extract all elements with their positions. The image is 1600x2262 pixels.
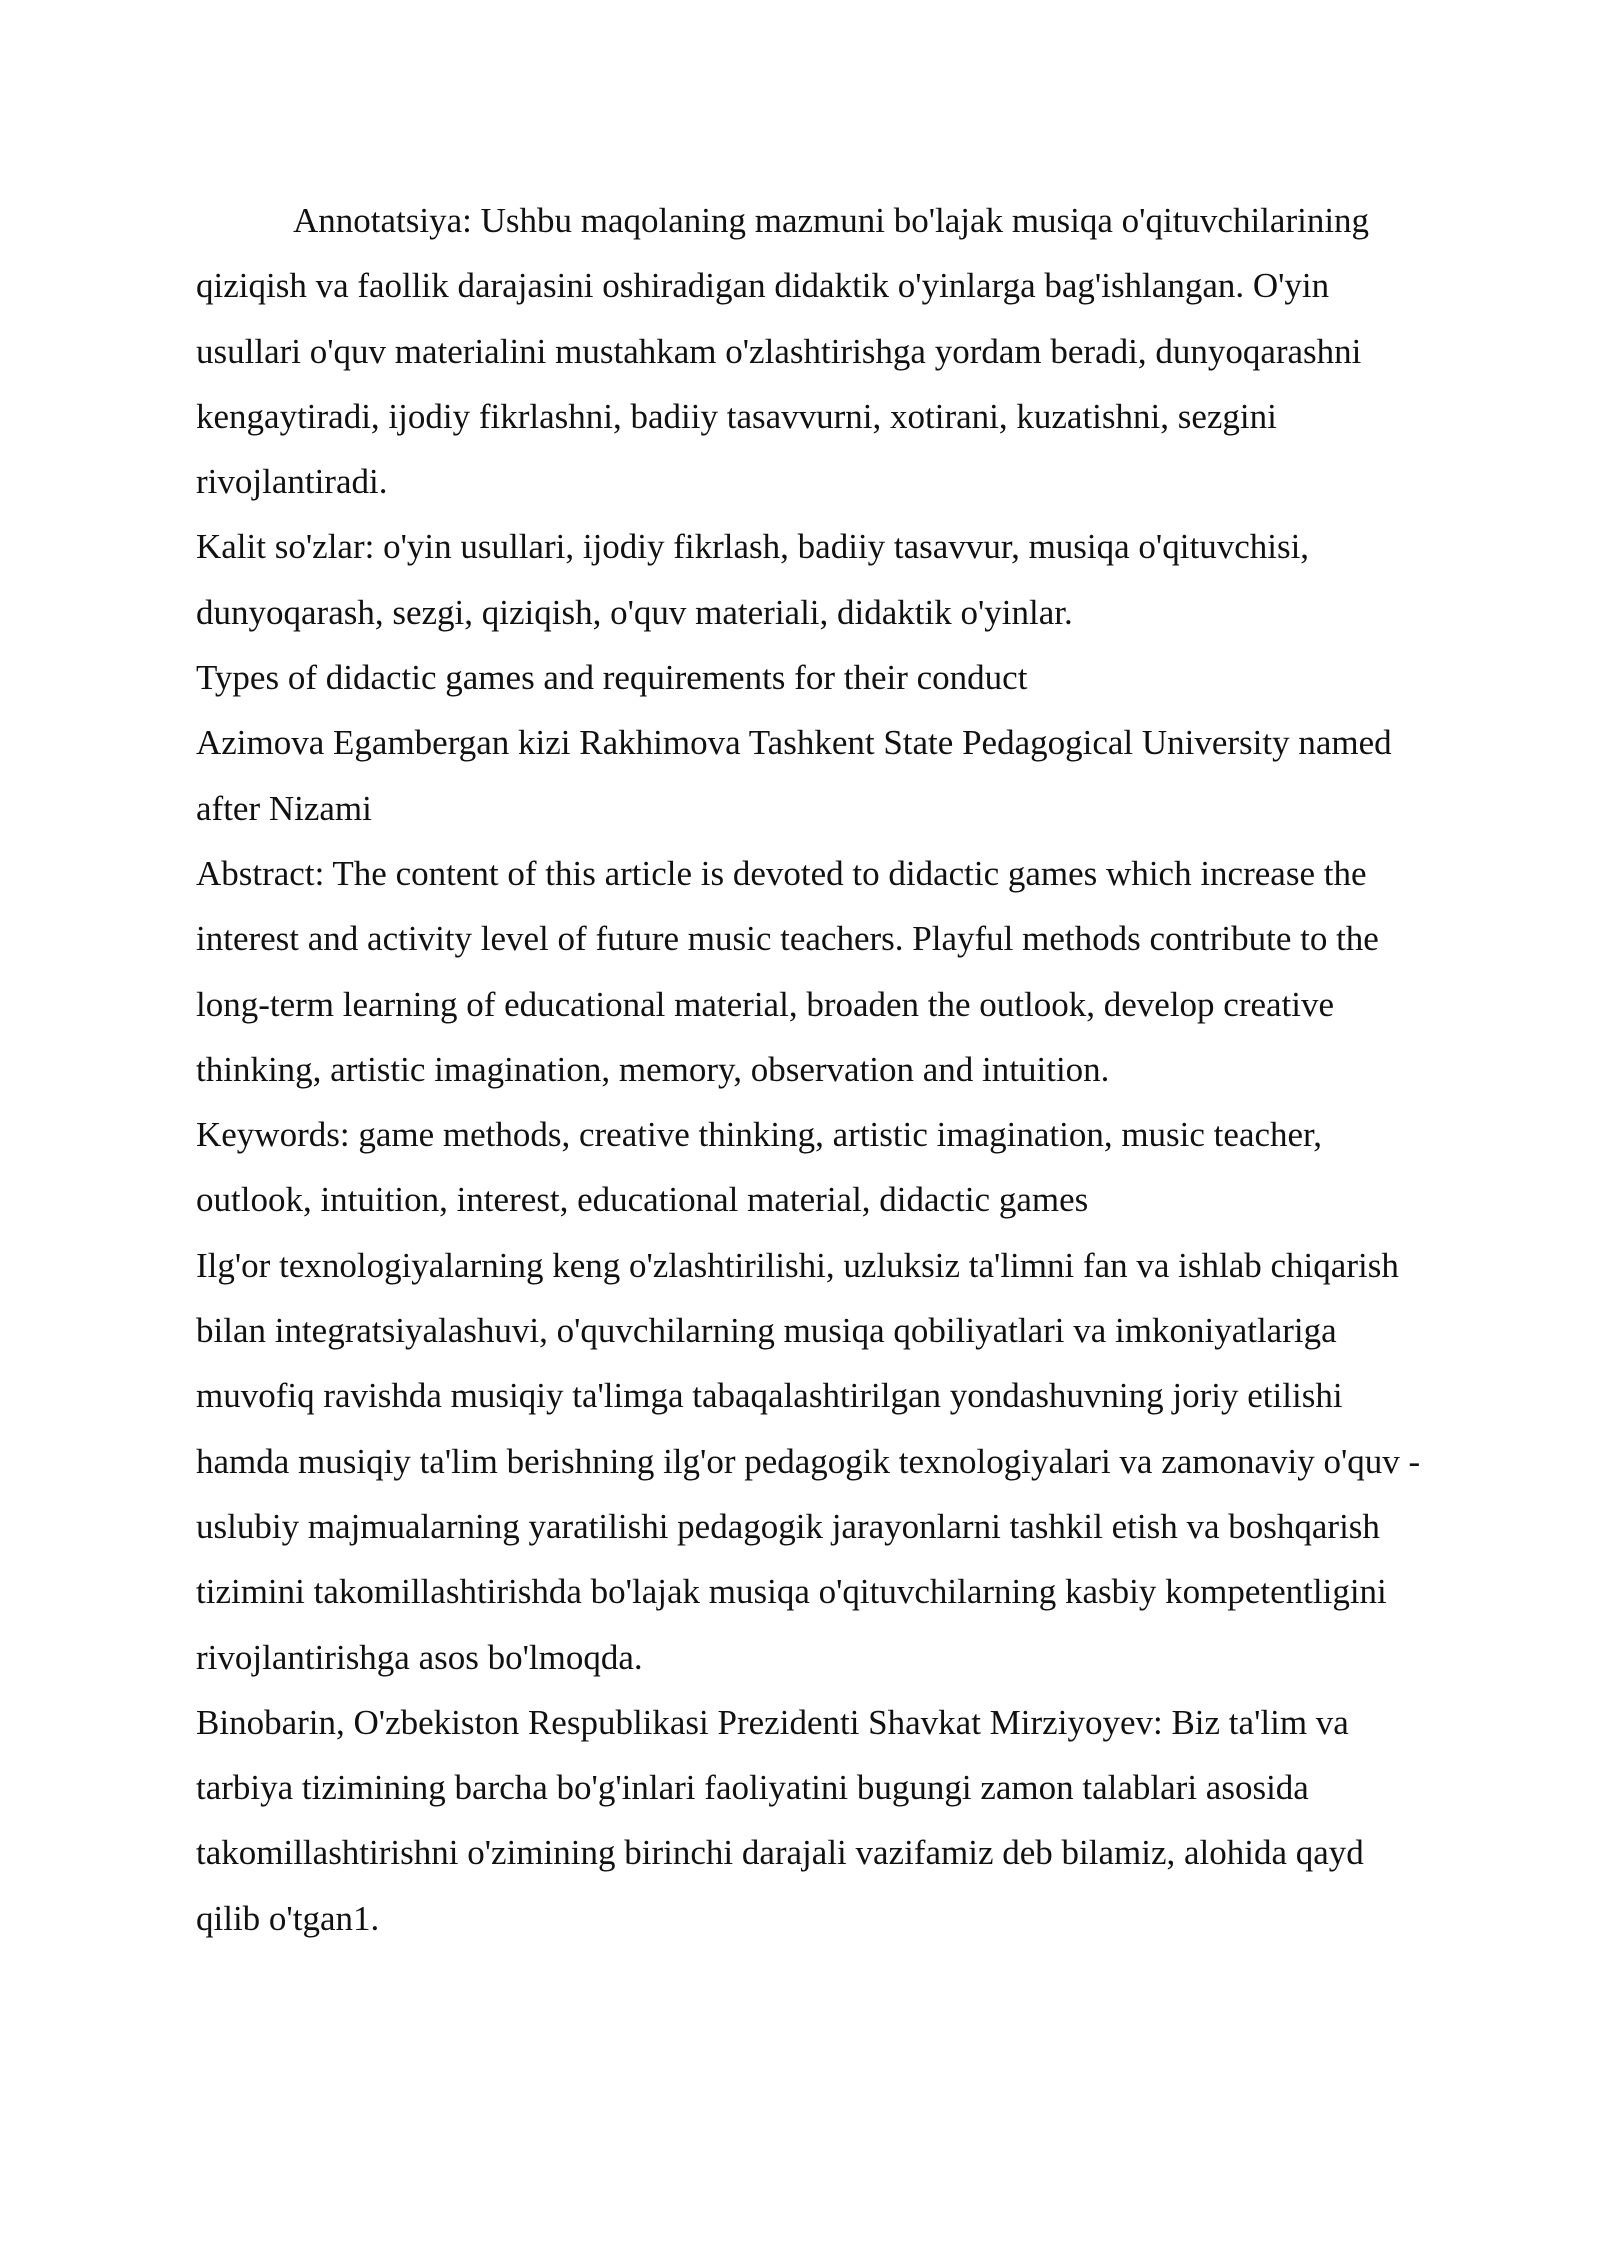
article-title-en: Types of didactic games and requirements for their conduct — [196, 658, 1028, 698]
annotation-paragraph: Annotatsiya: Ushbu maqolaning mazmuni bo'lajak musiqa o'qituvchilarining qiziqish va faollik darajasini oshiradigan didaktik o'yinlarga bag'ishlangan. O'yin usullari o'quv materialini mustahkam o'zlashtirishga yordam beradi, dunyoqarashni kengaytiradi, ijodiy fikrlashni, badiiy tasavvurni, xotirani, kuzatishni, sezgini rivojlantiradi. — [196, 201, 1370, 502]
body-paragraph: Binobarin, O'zbekiston Respublikasi Prezidenti Shavkat Mirziyoyev: Biz ta'lim va tarbiya tizimining barcha bo'g'inlari faoliyatini bugungi zamon talablari asosida takomillashtirishni o'zimining birinchi darajali vazifamiz deb bilamiz, alohida qayd qilib o'tgan1. — [196, 1702, 1364, 1938]
keywords-en-paragraph: Keywords: game methods, creative thinking, artistic imagination, music teacher, outlook, intuition, interest, educational material, didactic games — [196, 1115, 1323, 1220]
keywords-uz-paragraph: Kalit so'zlar: o'yin usullari, ijodiy fikrlash, badiiy tasavvur, musiqa o'qituvchisi, dunyoqarash, sezgi, qiziqish, o'quv materiali, didaktik o'yinlar. — [196, 527, 1310, 632]
authors-en: Azimova Egambergan kizi Rakhimova Tashkent State Pedagogical University named after Nizami — [196, 723, 1392, 828]
abstract-en-paragraph: Abstract: The content of this article is devoted to didactic games which increase the interest and activity level of future music teachers. Playful methods contribute to the long-term learning of educational material, broaden the outlook, develop creative thinking, artistic imagination, memory, observation and intuition. — [196, 853, 1379, 1089]
document-body — [196, 188, 1426, 1951]
body-paragraph: Ilg'or texnologiyalarning keng o'zlashtirilishi, uzluksiz ta'limni fan va ishlab chiqarish bilan integratsiyalashuvi, o'quvchilarning musiqa qobiliyatlari va imkoniyatlariga muvofiq ravishda musiqiy ta'limga tabaqalashtirilgan yondashuvning joriy etilishi hamda musiqiy ta'lim berishning ilg'or pedagogik texnologiyalari va zamonaviy o'quv - uslubiy majmualarning yaratilishi pedagogik jarayonlarni tashkil etish va boshqarish tizimini takomillashtirishda bo'lajak musiqa o'qituvchilarning kasbiy kompetentligini rivojlantirishga asos bo'lmoqda. — [196, 1245, 1421, 1677]
